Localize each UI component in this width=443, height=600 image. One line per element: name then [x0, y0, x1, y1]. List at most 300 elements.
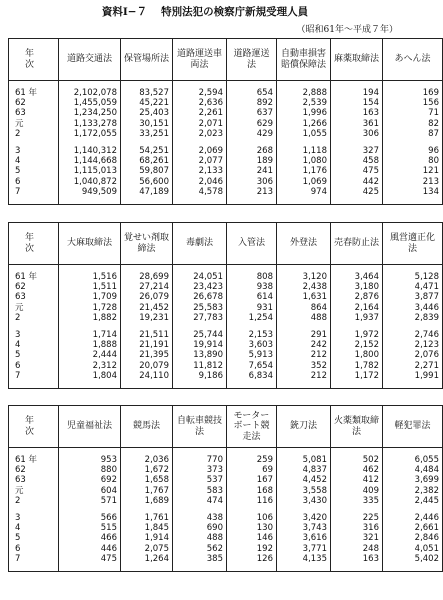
value-cell: 33,251: [121, 129, 173, 139]
value-cell: 4,484: [383, 465, 443, 475]
year-cell: 63: [9, 475, 59, 485]
value-cell: 3,558: [277, 486, 331, 496]
table-row: [9, 544, 443, 554]
value-cell: 462: [331, 465, 383, 475]
value-cell: 20,079: [121, 361, 173, 371]
value-cell: 87: [383, 129, 443, 139]
value-cell: 352: [277, 361, 331, 371]
statistics-table-2: [8, 222, 443, 389]
value-cell: 1,455,059: [59, 98, 121, 108]
value-cell: 23,423: [173, 282, 227, 292]
value-cell: 268: [227, 146, 277, 156]
value-cell: 163: [331, 108, 383, 118]
value-cell: 6,834: [227, 371, 277, 381]
value-cell: 2,594: [173, 88, 227, 98]
value-cell: 2,076: [383, 350, 443, 360]
value-cell: 126: [227, 554, 277, 564]
value-cell: 306: [227, 177, 277, 187]
value-cell: 412: [331, 475, 383, 485]
value-cell: 442: [331, 177, 383, 187]
column-header: 道路運送車両法: [173, 39, 227, 81]
spacer-row: [9, 506, 443, 513]
value-cell: 808: [227, 272, 277, 282]
value-cell: 225: [331, 513, 383, 523]
value-cell: 1,254: [227, 313, 277, 323]
year-cell: 62: [9, 98, 59, 108]
value-cell: 1,996: [277, 108, 331, 118]
value-cell: 1,689: [121, 496, 173, 506]
value-cell: 4,452: [277, 475, 331, 485]
column-header: 保管場所法: [121, 39, 173, 81]
spacer-row: [9, 564, 443, 572]
year-cell: 63: [9, 292, 59, 302]
title-text: 特別法犯の検察庁新規受理人員: [161, 6, 309, 18]
value-cell: 24,051: [173, 272, 227, 282]
value-cell: 291: [277, 330, 331, 340]
value-cell: 385: [173, 554, 227, 564]
table-row: [9, 475, 443, 485]
value-cell: 1,761: [121, 513, 173, 523]
value-cell: 2,077: [173, 156, 227, 166]
value-cell: 974: [277, 187, 331, 197]
year-cell: 3: [9, 146, 59, 156]
value-cell: 637: [227, 108, 277, 118]
value-cell: 4,471: [383, 282, 443, 292]
year-cell: 4: [9, 340, 59, 350]
value-cell: 2,036: [121, 455, 173, 465]
column-header: 風営適正化法: [383, 223, 443, 265]
value-cell: 83,527: [121, 88, 173, 98]
table-row: [9, 108, 443, 118]
year-cell: 元: [9, 119, 59, 129]
value-cell: 1,882: [59, 313, 121, 323]
table-row: [9, 486, 443, 496]
value-cell: 2,071: [173, 119, 227, 129]
value-cell: 19,231: [121, 313, 173, 323]
value-cell: 1,800: [331, 350, 383, 360]
value-cell: 96: [383, 146, 443, 156]
column-header: 道路運送法: [227, 39, 277, 81]
value-cell: 438: [173, 513, 227, 523]
value-cell: 1,804: [59, 371, 121, 381]
value-cell: 1,658: [121, 475, 173, 485]
table-row: [9, 156, 443, 166]
value-cell: 1,266: [277, 119, 331, 129]
value-cell: 2,636: [173, 98, 227, 108]
value-cell: 409: [331, 486, 383, 496]
value-cell: 13,890: [173, 350, 227, 360]
value-cell: 4,578: [173, 187, 227, 197]
value-cell: 1,172: [331, 371, 383, 381]
value-cell: 25,744: [173, 330, 227, 340]
year-header: 年 次: [9, 223, 59, 265]
year-header: 年 次: [9, 39, 59, 81]
value-cell: 1,118: [277, 146, 331, 156]
value-cell: 1,991: [383, 371, 443, 381]
year-cell: 63: [9, 108, 59, 118]
statistics-table-3: [8, 405, 443, 572]
column-header: 軽犯罪法: [383, 406, 443, 448]
value-cell: 71: [383, 108, 443, 118]
value-cell: 466: [59, 533, 121, 543]
value-cell: 1,115,013: [59, 166, 121, 176]
value-cell: 5,081: [277, 455, 331, 465]
value-cell: 212: [277, 371, 331, 381]
year-cell: 7: [9, 371, 59, 381]
value-cell: 1,234,250: [59, 108, 121, 118]
year-cell: 元: [9, 486, 59, 496]
value-cell: 5,128: [383, 272, 443, 282]
value-cell: 1,511: [59, 282, 121, 292]
value-cell: 134: [383, 187, 443, 197]
value-cell: 3,430: [277, 496, 331, 506]
value-cell: 3,616: [277, 533, 331, 543]
value-cell: 1,516: [59, 272, 121, 282]
value-cell: 2,876: [331, 292, 383, 302]
value-cell: 2,152: [331, 340, 383, 350]
value-cell: 1,972: [331, 330, 383, 340]
value-cell: 2,539: [277, 98, 331, 108]
value-cell: 241: [227, 166, 277, 176]
statistics-table-1: [8, 38, 443, 205]
table-row: [9, 513, 443, 523]
reference-number: 資料Ⅰ−７: [101, 6, 148, 18]
year-cell: 4: [9, 523, 59, 533]
value-cell: 156: [383, 98, 443, 108]
value-cell: 259: [227, 455, 277, 465]
value-cell: 2,023: [173, 129, 227, 139]
value-cell: 2,846: [383, 533, 443, 543]
value-cell: 2,661: [383, 523, 443, 533]
spacer-row: [9, 265, 443, 273]
column-header: 競馬法: [121, 406, 173, 448]
value-cell: 3,420: [277, 513, 331, 523]
value-cell: 690: [173, 523, 227, 533]
value-cell: 2,839: [383, 313, 443, 323]
year-cell: 6: [9, 361, 59, 371]
value-cell: 3,699: [383, 475, 443, 485]
table-row: [9, 146, 443, 156]
value-cell: 3,743: [277, 523, 331, 533]
value-cell: 488: [173, 533, 227, 543]
value-cell: 515: [59, 523, 121, 533]
value-cell: 1,069: [277, 177, 331, 187]
value-cell: 474: [173, 496, 227, 506]
value-cell: 189: [227, 156, 277, 166]
value-cell: 27,783: [173, 313, 227, 323]
value-cell: 4,051: [383, 544, 443, 554]
value-cell: 429: [227, 129, 277, 139]
value-cell: 3,120: [277, 272, 331, 282]
column-header: 自動車損害賠償保障法: [277, 39, 331, 81]
value-cell: 1,714: [59, 330, 121, 340]
value-cell: 2,102,078: [59, 88, 121, 98]
value-cell: 24,110: [121, 371, 173, 381]
year-cell: 6: [9, 544, 59, 554]
table-row: [9, 350, 443, 360]
value-cell: 2,888: [277, 88, 331, 98]
value-cell: 248: [331, 544, 383, 554]
year-cell: 7: [9, 554, 59, 564]
table-row: [9, 330, 443, 340]
value-cell: 1,631: [277, 292, 331, 302]
table-row: [9, 523, 443, 533]
value-cell: 373: [173, 465, 227, 475]
page-title: [0, 4, 410, 19]
value-cell: 56,600: [121, 177, 173, 187]
year-cell: 3: [9, 330, 59, 340]
value-cell: 2,133: [173, 166, 227, 176]
value-cell: 30,151: [121, 119, 173, 129]
value-cell: 212: [277, 350, 331, 360]
value-cell: 121: [383, 166, 443, 176]
spacer-row: [9, 139, 443, 146]
value-cell: 335: [331, 496, 383, 506]
table-row: [9, 465, 443, 475]
year-cell: 2: [9, 129, 59, 139]
table-row: [9, 303, 443, 313]
value-cell: 3,877: [383, 292, 443, 302]
table-row: [9, 455, 443, 465]
spacer-row: [9, 323, 443, 330]
column-header: 児童福祉法: [59, 406, 121, 448]
value-cell: 1,055: [277, 129, 331, 139]
table-row: [9, 166, 443, 176]
value-cell: 2,123: [383, 340, 443, 350]
value-cell: 654: [227, 88, 277, 98]
value-cell: 537: [173, 475, 227, 485]
value-cell: 28,699: [121, 272, 173, 282]
value-cell: 106: [227, 513, 277, 523]
spacer-row: [9, 81, 443, 89]
value-cell: 168: [227, 486, 277, 496]
year-cell: 6: [9, 177, 59, 187]
value-cell: 2,046: [173, 177, 227, 187]
table-row: [9, 340, 443, 350]
value-cell: 163: [331, 554, 383, 564]
value-cell: 446: [59, 544, 121, 554]
value-cell: 130: [227, 523, 277, 533]
period-note: （昭和61年〜平成７年）: [296, 25, 398, 35]
year-cell: 7: [9, 187, 59, 197]
value-cell: 3,771: [277, 544, 331, 554]
value-cell: 566: [59, 513, 121, 523]
value-cell: 692: [59, 475, 121, 485]
value-cell: 4,135: [277, 554, 331, 564]
value-cell: 5,913: [227, 350, 277, 360]
year-cell: 62: [9, 282, 59, 292]
table-row: [9, 554, 443, 564]
value-cell: 25,403: [121, 108, 173, 118]
value-cell: 5,402: [383, 554, 443, 564]
value-cell: 1,767: [121, 486, 173, 496]
year-cell: 2: [9, 496, 59, 506]
spacer-row: [9, 197, 443, 205]
value-cell: 54,251: [121, 146, 173, 156]
value-cell: 19,914: [173, 340, 227, 350]
table-row: [9, 292, 443, 302]
value-cell: 1,144,668: [59, 156, 121, 166]
year-cell: 62: [9, 465, 59, 475]
value-cell: 26,678: [173, 292, 227, 302]
value-cell: 1,176: [277, 166, 331, 176]
spacer-row: [9, 381, 443, 389]
value-cell: 1,040,872: [59, 177, 121, 187]
value-cell: 2,069: [173, 146, 227, 156]
year-cell: 元: [9, 303, 59, 313]
table-row: [9, 282, 443, 292]
value-cell: 2,271: [383, 361, 443, 371]
value-cell: 562: [173, 544, 227, 554]
value-cell: 2,446: [383, 513, 443, 523]
column-header: 売春防止法: [331, 223, 383, 265]
value-cell: 21,395: [121, 350, 173, 360]
value-cell: 1,172,055: [59, 129, 121, 139]
value-cell: 604: [59, 486, 121, 496]
table-row: [9, 187, 443, 197]
column-header: モーターボート競走法: [227, 406, 277, 448]
value-cell: 880: [59, 465, 121, 475]
value-cell: 316: [331, 523, 383, 533]
column-header: 大麻取締法: [59, 223, 121, 265]
value-cell: 1,937: [331, 313, 383, 323]
value-cell: 1,709: [59, 292, 121, 302]
year-cell: 5: [9, 533, 59, 543]
column-header: 毒劇法: [173, 223, 227, 265]
value-cell: 949,509: [59, 187, 121, 197]
column-header: 麻薬取締法: [331, 39, 383, 81]
value-cell: 213: [383, 177, 443, 187]
value-cell: 571: [59, 496, 121, 506]
year-cell: 61 年: [9, 455, 59, 465]
value-cell: 3,180: [331, 282, 383, 292]
value-cell: 47,189: [121, 187, 173, 197]
table-row: [9, 361, 443, 371]
value-cell: 2,261: [173, 108, 227, 118]
table-row: [9, 98, 443, 108]
value-cell: 2,746: [383, 330, 443, 340]
value-cell: 583: [173, 486, 227, 496]
value-cell: 2,444: [59, 350, 121, 360]
value-cell: 3,464: [331, 272, 383, 282]
value-cell: 2,312: [59, 361, 121, 371]
table-row: [9, 371, 443, 381]
value-cell: 938: [227, 282, 277, 292]
value-cell: 2,438: [277, 282, 331, 292]
year-cell: 4: [9, 156, 59, 166]
table-row: [9, 533, 443, 543]
table-row: [9, 129, 443, 139]
value-cell: 154: [331, 98, 383, 108]
value-cell: 59,807: [121, 166, 173, 176]
value-cell: 425: [331, 187, 383, 197]
value-cell: 1,264: [121, 554, 173, 564]
value-cell: 69: [227, 465, 277, 475]
value-cell: 242: [277, 340, 331, 350]
value-cell: 6,055: [383, 455, 443, 465]
value-cell: 1,133,278: [59, 119, 121, 129]
value-cell: 2,153: [227, 330, 277, 340]
value-cell: 21,191: [121, 340, 173, 350]
value-cell: 1,728: [59, 303, 121, 313]
table-row: [9, 119, 443, 129]
value-cell: 82: [383, 119, 443, 129]
value-cell: 864: [277, 303, 331, 313]
value-cell: 1,888: [59, 340, 121, 350]
table-row: [9, 177, 443, 187]
value-cell: 116: [227, 496, 277, 506]
value-cell: 3,446: [383, 303, 443, 313]
value-cell: 169: [383, 88, 443, 98]
value-cell: 192: [227, 544, 277, 554]
value-cell: 68,261: [121, 156, 173, 166]
column-header: 入管法: [227, 223, 277, 265]
value-cell: 488: [277, 313, 331, 323]
table-row: [9, 313, 443, 323]
value-cell: 1,080: [277, 156, 331, 166]
value-cell: 458: [331, 156, 383, 166]
value-cell: 306: [331, 129, 383, 139]
value-cell: 45,221: [121, 98, 173, 108]
year-cell: 3: [9, 513, 59, 523]
value-cell: 2,075: [121, 544, 173, 554]
column-header: あへん法: [383, 39, 443, 81]
value-cell: 931: [227, 303, 277, 313]
column-header: 道路交通法: [59, 39, 121, 81]
value-cell: 502: [331, 455, 383, 465]
value-cell: 9,186: [173, 371, 227, 381]
value-cell: 4,837: [277, 465, 331, 475]
value-cell: 614: [227, 292, 277, 302]
year-cell: 61 年: [9, 272, 59, 282]
column-header: 覚せい剤取締法: [121, 223, 173, 265]
value-cell: 26,079: [121, 292, 173, 302]
value-cell: 629: [227, 119, 277, 129]
year-cell: 5: [9, 166, 59, 176]
value-cell: 327: [331, 146, 383, 156]
year-header: 年 次: [9, 406, 59, 448]
value-cell: 475: [59, 554, 121, 564]
value-cell: 1,914: [121, 533, 173, 543]
column-header: 火薬類取締法: [331, 406, 383, 448]
table-row: [9, 272, 443, 282]
value-cell: 80: [383, 156, 443, 166]
year-cell: 2: [9, 313, 59, 323]
value-cell: 194: [331, 88, 383, 98]
value-cell: 1,845: [121, 523, 173, 533]
value-cell: 3,603: [227, 340, 277, 350]
value-cell: 770: [173, 455, 227, 465]
value-cell: 21,511: [121, 330, 173, 340]
spacer-row: [9, 448, 443, 456]
value-cell: 2,382: [383, 486, 443, 496]
table-row: [9, 496, 443, 506]
year-cell: 5: [9, 350, 59, 360]
year-cell: 61 年: [9, 88, 59, 98]
value-cell: 213: [227, 187, 277, 197]
value-cell: 27,214: [121, 282, 173, 292]
column-header: 銃刀法: [277, 406, 331, 448]
value-cell: 146: [227, 533, 277, 543]
value-cell: 11,812: [173, 361, 227, 371]
value-cell: 475: [331, 166, 383, 176]
value-cell: 1,140,312: [59, 146, 121, 156]
value-cell: 1,672: [121, 465, 173, 475]
column-header: 外登法: [277, 223, 331, 265]
value-cell: 2,445: [383, 496, 443, 506]
value-cell: 21,452: [121, 303, 173, 313]
value-cell: 361: [331, 119, 383, 129]
